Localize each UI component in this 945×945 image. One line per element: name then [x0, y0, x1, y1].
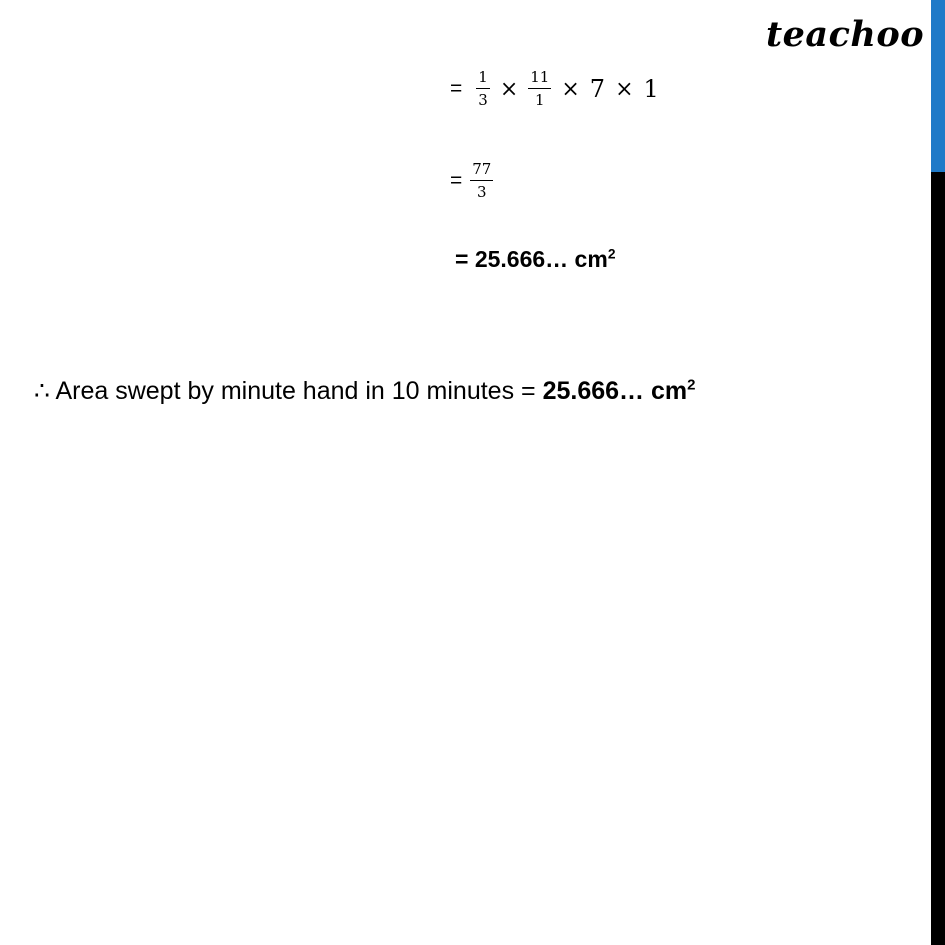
calculation-result: [455, 246, 616, 273]
equals-sign: =: [450, 169, 463, 192]
fraction-seventy-seven-thirds: [470, 162, 493, 200]
result-exponent: 2: [607, 246, 616, 262]
fraction-denominator: 1: [535, 91, 545, 109]
fraction-one-third: [476, 70, 490, 108]
value-one: 1: [643, 75, 659, 103]
multiply-sign: ×: [615, 76, 634, 102]
multiply-sign: ×: [561, 76, 580, 102]
equals-sign: =: [450, 77, 463, 100]
value-seven: 7: [589, 75, 606, 103]
conclusion-exponent: 2: [687, 376, 696, 394]
fraction-numerator: 11: [528, 70, 551, 89]
fraction-numerator: 1: [476, 70, 490, 89]
conclusion-statement: [34, 376, 695, 406]
multiply-sign: ×: [499, 76, 519, 102]
fraction-denominator: 3: [478, 91, 488, 109]
fraction-numerator: 77: [470, 162, 493, 181]
fraction-denominator: 3: [477, 183, 487, 201]
conclusion-value: 25.666… cm: [542, 377, 688, 405]
calculation-step-2: [450, 162, 497, 200]
conclusion-prefix: ∴ Area swept by minute hand in 10 minutes =: [34, 377, 543, 405]
calculation-step-1: [450, 70, 663, 108]
right-edge-accent: [931, 0, 945, 172]
result-text: = 25.666… cm: [455, 246, 608, 272]
fraction-eleven-over-one: [528, 70, 551, 108]
teachoo-logo: teachoo: [766, 14, 925, 55]
right-edge-bar: [931, 0, 945, 945]
